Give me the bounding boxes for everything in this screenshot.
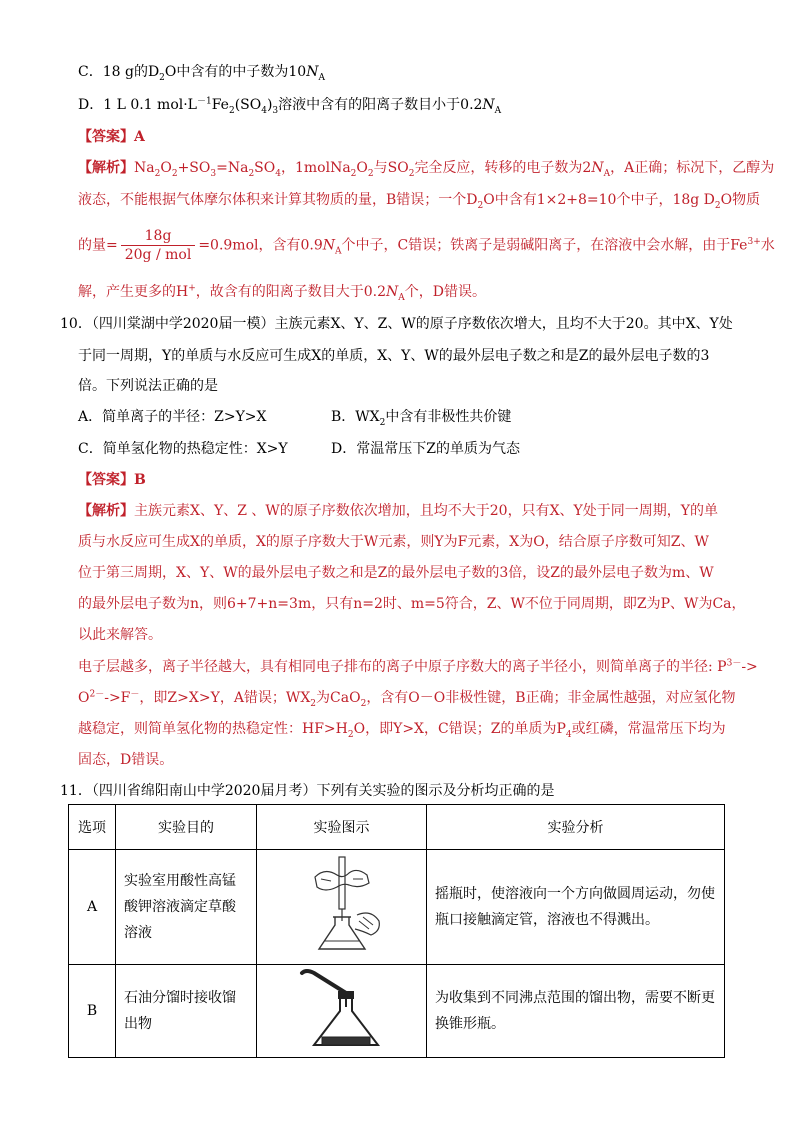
q11-stem: 11．（四川省绵阳南山中学2020届月考）下列有关实验的图示及分析均正确的是 [60, 783, 555, 799]
q10-analysis-line2: 质与水反应可生成X的单质，X的原子序数大于W元素，则Y为F元素，X为O，结合原子序数可知Z、W [78, 534, 709, 550]
q10-option-c: C．简单氢化物的热稳定性：X>Y [78, 441, 288, 457]
molar-fraction: $\frac{18g}{\text{20g / mol}}$ [121, 228, 196, 263]
q9-option-d: D．1 L 0.1 $mol\cdot L^{-1}Fe_2(SO_4)_3$溶液中含有的阳离子数目小于$0.2N_A$ [78, 96, 502, 116]
titration-flask-icon [297, 855, 387, 955]
row-goal: 石油分馏时接收馏出物 [116, 965, 257, 1058]
row-option: B [69, 965, 116, 1058]
header-goal: 实验目的 [116, 805, 257, 850]
q10-stem-line1: 10．（四川棠湖中学2020届一模）主族元素X、Y、Z、W的原子序数依次增大，且均不大于20。其中X、Y处 [60, 316, 733, 332]
q9-analysis-line1: 【解析】$Na_2O_2+SO_3=Na_2SO_4$，$1molNa_2O_2$与$SO_2$完全反应，转移的电子数为$2N_A$，A正确；标况下，乙醇为 [78, 160, 775, 179]
table-row [69, 850, 725, 965]
row-analysis: 摇瓶时，使溶液向一个方向做圆周运动，勿使瓶口接触滴定管，溶液也不得溅出。 [427, 850, 725, 965]
q10-stem-line2: 于同一周期，Y的单质与水反应可生成X的单质，X、Y、W的最外层电子数之和是Z的最外层电子数的3 [78, 348, 710, 364]
q9-analysis-line4: 解，产生更多的H+，故含有的阳离子数目大于$0.2N_A$个，D错误。 [78, 283, 487, 303]
receiving-flask-icon [292, 967, 392, 1051]
q9-answer: 【答案】A [78, 129, 145, 145]
q10-analysis-line3: 位于第三周期，X、Y、W的最外层电子数之和是Z的最外层电子数的3倍，设Z的最外层电子数为m、W [78, 565, 714, 581]
q10-option-b: B．$WX_2$中含有非极性共价键 [331, 409, 512, 428]
header-analysis: 实验分析 [427, 805, 725, 850]
q10-analysis-line1: 【解析】主族元素X、Y、Z 、W的原子序数依次增加，且均不大于20，只有X、Y处于同一周期，Y的单 [78, 503, 719, 519]
row-analysis: 为收集到不同沸点范围的馏出物，需要不断更换锥形瓶。 [427, 965, 725, 1058]
header-option: 选项 [69, 805, 116, 850]
q10-analysis-line9: 固态，D错误。 [78, 752, 174, 768]
distillation-figure [257, 965, 427, 1058]
table-header-row [69, 805, 725, 850]
q10-option-d: D．常温常压下Z的单质为气态 [331, 441, 520, 457]
table-row [69, 965, 725, 1058]
q10-analysis-line6: 电子层越多，离子半径越大，具有相同电子排布的离子中原子序数大的离子半径小，则简单离子的半径: $P^{3-}->$ [78, 658, 758, 675]
q10-stem-line3: 倍。下列说法正确的是 [78, 378, 218, 394]
q10-analysis-line4: 的最外层电子数为n，则6+7+n=3m，只有n=2时、m=5符合，Z、W不位于同周期，即Z为P、W为Ca， [78, 596, 746, 612]
q9-analysis-line2: 液态，不能根据气体摩尔体积来计算其物质的量，B错误；一个$D_2O$中含有1×2+8=10个中子，18g $D_2O$物质 [78, 192, 761, 211]
q9-option-c: C．18 g的$D_2O$中含有的中子数为$10N_A$ [78, 64, 325, 83]
header-figure: 实验图示 [257, 805, 427, 850]
q10-analysis-line8: 越稳定，则简单氢化物的热稳定性：$HF>H_2O$，即Y>X，C错误；Z的单质为$P_4$或红磷，常温常压下均为 [78, 721, 726, 740]
row-option: A [69, 850, 116, 965]
experiment-table [68, 804, 725, 1058]
q10-answer: 【答案】B [78, 472, 146, 488]
titration-figure [257, 850, 427, 965]
q10-option-a: A．简单离子的半径：Z>Y>X [78, 409, 267, 425]
row-goal: 实验室用酸性高锰酸钾溶液滴定草酸溶液 [116, 850, 257, 965]
q10-analysis-line5: 以此来解答。 [78, 627, 162, 643]
q9-analysis-line3: 的量= $\frac{18g}{\text{20g / mol}}$ =0.9mol，含有$0.9N_A$个中子，C错误；铁离子是弱碱阳离子，在溶液中会水解，由于$Fe^{3+}$水 [78, 228, 775, 263]
q10-analysis-line7: $O^{2-}->F^-$，即Z>X>Y，A错误；$WX_2$为CaO$_2$，含有O－O非极性键，B正确；非金属性越强，对应氢化物 [78, 689, 736, 709]
